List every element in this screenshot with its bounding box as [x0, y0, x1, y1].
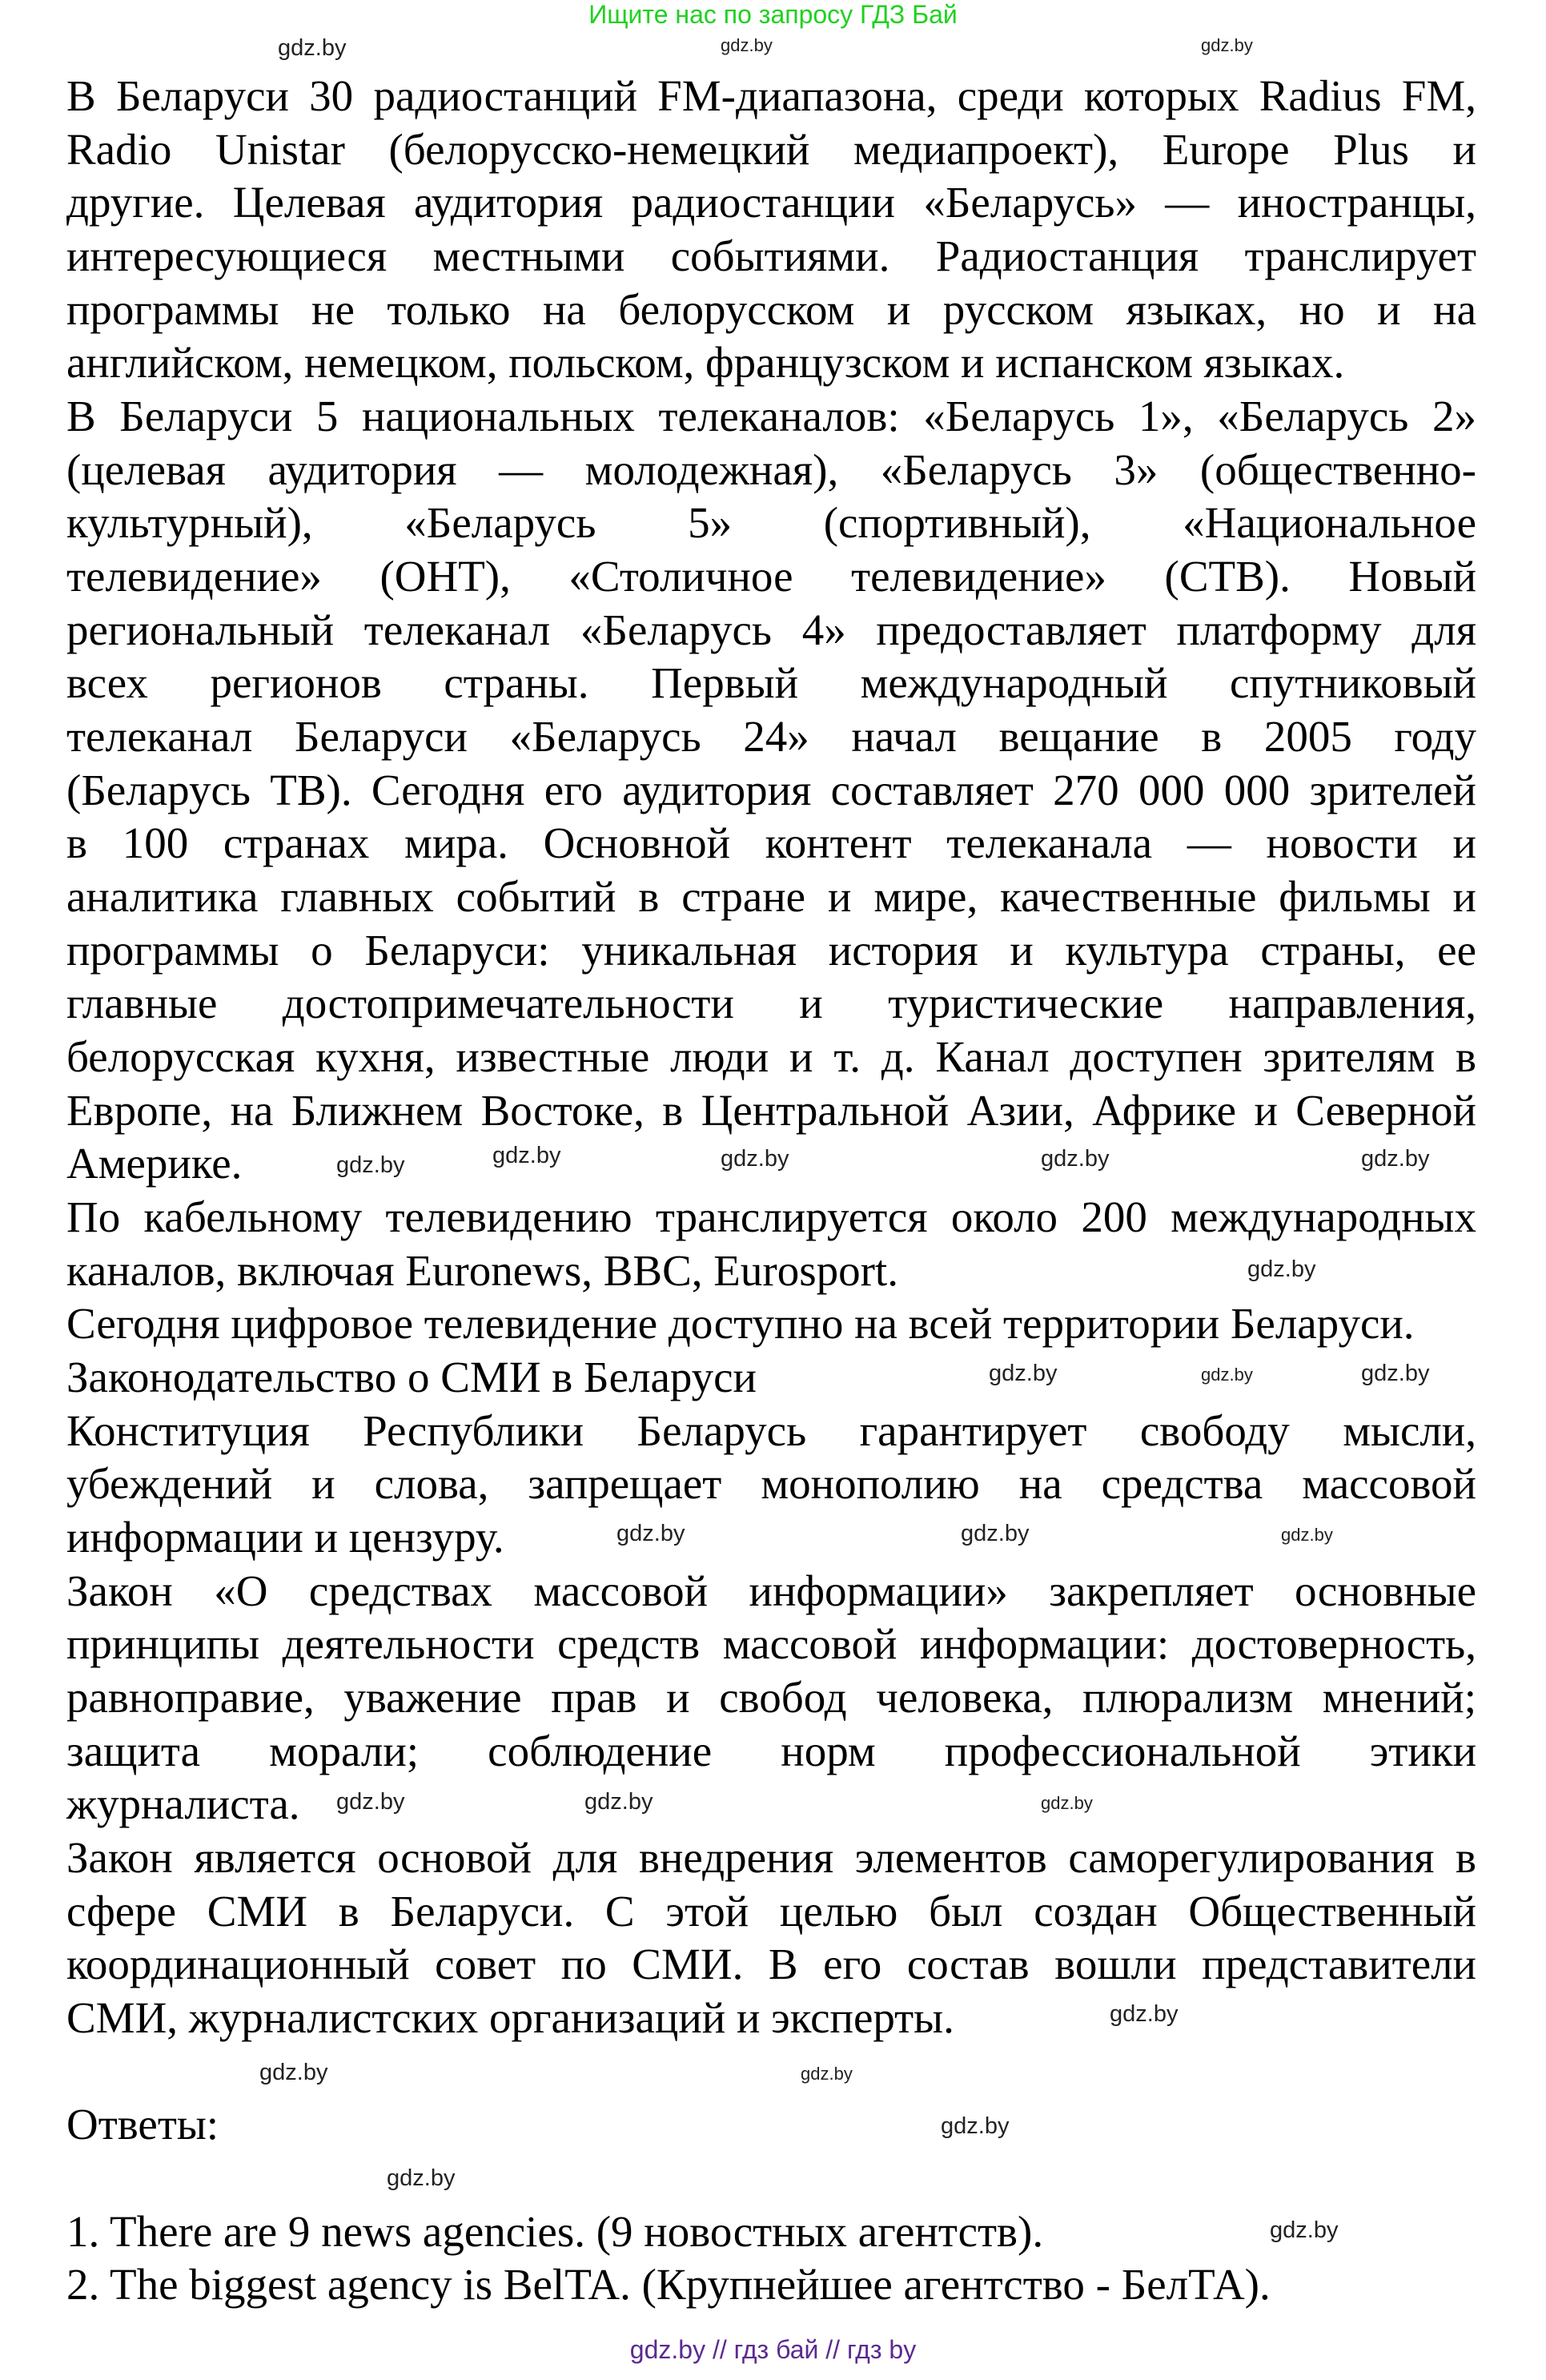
text-line [66, 549, 1476, 603]
watermark: gdz.by [1041, 1146, 1110, 1172]
text-line-content: координационный совет по СМИ. В его состав вошли представители [66, 1940, 1476, 1989]
text-line [66, 603, 1476, 657]
text-line [66, 870, 1476, 923]
watermark: gdz.by [989, 1361, 1058, 1386]
watermark: gdz.by [1270, 2217, 1339, 2243]
watermark: gdz.by [1201, 1365, 1253, 1385]
text-line [66, 69, 1476, 123]
text-line-content: белорусская кухня, известные люди и т. д. Канал доступен зрителям в [66, 1032, 1476, 1082]
text-line-content: программы о Беларуси: уникальная история и культура страны, ее [66, 925, 1476, 975]
text-line [66, 1297, 1476, 1350]
text-line [66, 2097, 1476, 2151]
text-line-content: каналов, включая Euronews, BBC, Eurosport. [66, 1245, 898, 1295]
text-line-content: английском, немецком, польском, французском и испанском языках. [66, 338, 1345, 388]
text-line-content: Законодательство о СМИ в Беларуси [66, 1353, 757, 1402]
text-line [66, 1083, 1476, 1137]
text-line-content: Radio Unistar (белорусско-немецкий медиапроект), Europe Plus и [66, 124, 1476, 174]
text-line [66, 443, 1476, 497]
text-line [66, 336, 1476, 389]
text-line [66, 656, 1476, 710]
text-line-content: Закон является основой для внедрения элементов саморегулирования в [66, 1833, 1476, 1883]
text-line-content: главные достопримечательности и туристические направления, [66, 979, 1476, 1028]
text-line [66, 2257, 1476, 2311]
text-line-content: информации и цензуру. [66, 1513, 504, 1562]
watermark: gdz.by [616, 1521, 685, 1546]
text-line-content: программы не только на белорусском и русском языках, но и на [66, 284, 1476, 334]
watermark: gdz.by [1110, 2001, 1179, 2027]
text-line [66, 1510, 1476, 1564]
watermark: gdz.by [801, 2064, 853, 2084]
text-line-content: убеждений и слова, запрещает монополию на средства массовой [66, 1459, 1476, 1509]
watermark: gdz.by [259, 2060, 328, 2085]
watermark: gdz.by [941, 2113, 1010, 2139]
text-line-content: интересующиеся местными событиями. Радиостанция транслирует [66, 231, 1476, 280]
text-line [66, 1777, 1476, 1831]
text-line-content: журналиста. [66, 1779, 300, 1829]
text-line [66, 229, 1476, 283]
text-line [66, 1404, 1476, 1457]
watermark: gdz.by [492, 1143, 561, 1168]
watermark: gdz.by [1361, 1361, 1430, 1386]
text-line-content: 1. There are 9 news agencies. (9 новостных агентств). [66, 2206, 1044, 2256]
watermark: gdz.by [336, 1789, 405, 1815]
text-line-content: телевидение» (ОНТ), «Столичное телевидение» (СТВ). Новый [66, 552, 1476, 601]
text-line [66, 2205, 1476, 2258]
text-line [66, 1190, 1476, 1244]
text-line-content: (Беларусь ТВ). Сегодня его аудитория составляет 270 000 000 зрителей [66, 765, 1476, 814]
text-line-content: 2. The biggest agency is BelTA. (Крупнейшее агентство - БелТА). [66, 2260, 1271, 2310]
text-line-content: телеканал Беларуси «Беларусь 24» начал вещание в 2005 году [66, 712, 1476, 762]
text-line-content: Сегодня цифровое телевидение доступно на всей территории Беларуси. [66, 1299, 1415, 1349]
text-line-content: культурный), «Беларусь 5» (спортивный), «Национальное [66, 498, 1476, 548]
text-line [66, 1884, 1476, 1938]
text-line [66, 283, 1476, 336]
text-line [66, 1564, 1476, 1618]
text-line [66, 1617, 1476, 1670]
text-line-content: в 100 странах мира. Основной контент телеканала — новости и [66, 818, 1476, 868]
text-line-content: В Беларуси 30 радиостанций FM-диапазона, среди которых Radius FM, [66, 71, 1476, 120]
watermark: gdz.by [1361, 1146, 1430, 1172]
watermark: gdz.by [1281, 1525, 1333, 1545]
text-line [66, 1937, 1476, 1991]
watermark: gdz.by [1247, 1256, 1316, 1282]
text-line [66, 2151, 1476, 2205]
text-line-content: Конституция Республики Беларусь гарантирует свободу мысли, [66, 1405, 1476, 1455]
text-line-content: Ответы: [66, 2100, 219, 2149]
text-line-content: (целевая аудитория — молодежная), «Беларусь 3» (общественно- [66, 444, 1476, 494]
text-line-content: всех регионов страны. Первый международный спутниковый [66, 658, 1476, 708]
text-line [66, 1350, 1476, 1404]
text-line [66, 389, 1476, 443]
text-line [66, 976, 1476, 1030]
text-line [66, 1831, 1476, 1884]
text-line [66, 1030, 1476, 1083]
text-line [66, 175, 1476, 229]
text-line [66, 710, 1476, 763]
watermark: gdz.by [584, 1789, 653, 1815]
text-line [66, 123, 1476, 176]
text-line-content: защита морали; соблюдение норм профессиональной этики [66, 1726, 1476, 1775]
watermark: gdz.by [387, 2165, 456, 2191]
watermark: gdz.by [1041, 1793, 1093, 1813]
text-line-content: Европе, на Ближнем Востоке, в Центральной Азии, Африке и Северной [66, 1085, 1476, 1135]
watermark: gdz.by [721, 1146, 789, 1172]
text-line [66, 816, 1476, 870]
text-line [66, 1724, 1476, 1778]
watermark: gdz.by [961, 1521, 1030, 1546]
text-line [66, 1457, 1476, 1510]
text-line-content: равноправие, уважение прав и свобод человека, плюрализм мнений; [66, 1673, 1476, 1723]
text-line-content: сфере СМИ в Беларуси. С этой целью был создан Общественный [66, 1886, 1476, 1936]
text-line [66, 1991, 1476, 2044]
text-line [66, 923, 1476, 977]
text-line-content: В Беларуси 5 национальных телеканалов: «Беларусь 1», «Беларусь 2» [66, 392, 1476, 441]
text-line-content: Америке. [66, 1139, 243, 1188]
text-line [66, 763, 1476, 817]
search-banner: Ищите нас по запросу ГДЗ Бай [588, 0, 958, 29]
footer-links[interactable]: gdz.by // гдз бай // гдз by [629, 2335, 917, 2364]
text-line-content: СМИ, журналистских организаций и эксперты. [66, 1993, 954, 2043]
text-line-content: другие. Целевая аудитория радиостанции «Беларусь» — иностранцы, [66, 178, 1476, 227]
text-line-content: региональный телеканал «Беларусь 4» предоставляет платформу для [66, 605, 1476, 654]
text-line-content: По кабельному телевидению транслируется около 200 международных [66, 1192, 1476, 1242]
text-line [66, 1670, 1476, 1724]
watermark: gdz.by [278, 35, 347, 61]
text-line [66, 496, 1476, 549]
watermark: gdz.by [1201, 35, 1253, 55]
text-line-content: принципы деятельности средств массовой информации: достоверность, [66, 1619, 1476, 1669]
watermark: gdz.by [336, 1152, 405, 1178]
watermark: gdz.by [721, 35, 773, 55]
text-line-content: Закон «О средствах массовой информации» закрепляет основные [66, 1566, 1476, 1615]
text-line-content: аналитика главных событий в стране и мире, качественные фильмы и [66, 872, 1476, 922]
